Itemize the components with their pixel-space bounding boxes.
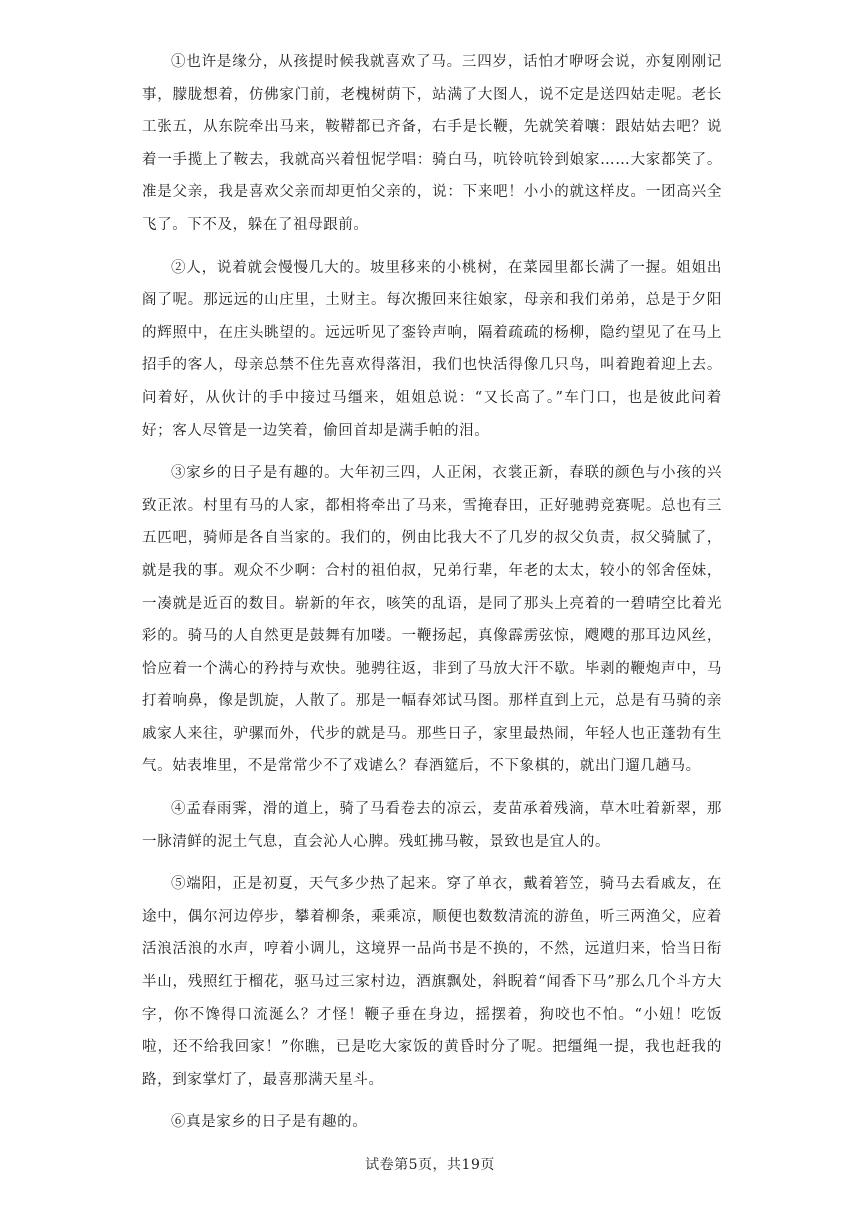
paragraph-4: ④孟春雨霁，滑的道上，骑了马看卷去的凉云，麦苗承着残滴，草木吐着新翠，那一脉清鲜的泥土气息，直会沁人心脾。残虹拂马鞍，景致也是宜人的。 bbox=[142, 801, 722, 850]
paragraph-3: ③家乡的日子是有趣的。大年初三四，人正闲，衣裳正新，春联的颜色与小孩的兴致正浓。村里有马的人家，都相将牵出了马来，雪掩春田，正好驰骋竞赛呢。总也有三五匹吧，骑师是各自当家的。我们的，例由比我大不了几岁的叔父负责，叔父骑腻了，就是我的事。观众不少啊：合村的祖伯叔，兄弟行辈，年老的太太，较小的邻舍侄妹，一凑就是近百的数目。崭新的年衣，咳笑的乱语，是同了那头上亮着的一碧晴空比着光彩的。骑马的人自然更是鼓舞有加喽。一鞭扬起，真像霹雳弦惊，飕飕的那耳边风丝，恰应着一个满心的矜持与欢快。驰骋往返，非到了马放大汗不歇。毕剥的鞭炮声中，马打着响鼻，像是凯旋，人散了。那是一幅春郊试马图。那样直到上元，总是有马骑的亲戚家人来往，驴骡而外，代步的就是马。那些日子，家里最热闹，年轻人也正蓬勃有生气。姑表堆里，不是常常少不了戏谑么？春酒筵后，不下象棋的，就出门遛几趟马。 bbox=[142, 465, 722, 775]
document-body bbox=[142, 46, 722, 1149]
paragraph-2: ②人，说着就会慢慢几大的。坡里移来的小桃树，在菜园里都长满了一握。姐姐出阁了呢。那远远的山庄里，土财主。每次搬回来往娘家，母亲和我们弟弟，总是于夕阳的辉照中，在庄头眺望的。远远听见了銮铃声响，隔着疏疏的杨柳，隐约望见了在马上招手的客人，母亲总禁不住先喜欢得落泪，我们也快活得像几只鸟，叫着跑着迎上去。问着好，从伙计的手中接过马缰来，姐姐总说：“又长高了。”车门口，也是彼此问着好；客人尽管是一边笑着，偷回首却是满手帕的泪。 bbox=[142, 259, 722, 439]
paragraph-1: ①也许是缘分，从孩提时候我就喜欢了马。三四岁，话怕才咿呀会说，亦复刚刚记事，朦胧想着，仿佛家门前，老槐树荫下，站满了大图人，说不定是送四姑走呢。老长工张五，从东院牵出马来，鞍鞯都已齐备，右手是长鞭，先就笑着嚷：跟姑姑去吧？说着一手揽上了鞍去，我就高兴着忸怩学唱：骑白马，吭铃吭铃到娘家……大家都笑了。准是父亲，我是喜欢父亲而却更怕父亲的，说：下来吧！小小的就这样皮。一团高兴全飞了。下不及，躲在了祖母跟前。 bbox=[142, 54, 722, 233]
page-footer: 试卷第5页，共19页 bbox=[365, 1157, 495, 1173]
paragraph-5: ⑤端阳，正是初夏，天气多少热了起来。穿了单衣，戴着箬笠，骑马去看戚友，在途中，偶尔河边停步，攀着柳条，乘乘凉，顺便也数数清流的游鱼，听三两渔父，应着活浪活浪的水声，哼着小调儿，这境界一品尚书是不换的，不然，远道归来，恰当日衔半山，残照红于榴花，驱马过三家村边，酒旗飘处，斜睨着“闻香下马”那么几个斗方大字，你不馋得口流涎么？才怪！鞭子垂在身边，摇摆着，狗咬也不怕。“小妞！吃饭啦，还不给我回家！”你瞧，已是吃大家饭的黄昏时分了呢。把缰绳一提，我也赶我的路，到家掌灯了，最喜那满天星斗。 bbox=[142, 876, 722, 1088]
paragraph-6: ⑥真是家乡的日子是有趣的。 bbox=[171, 1114, 368, 1131]
